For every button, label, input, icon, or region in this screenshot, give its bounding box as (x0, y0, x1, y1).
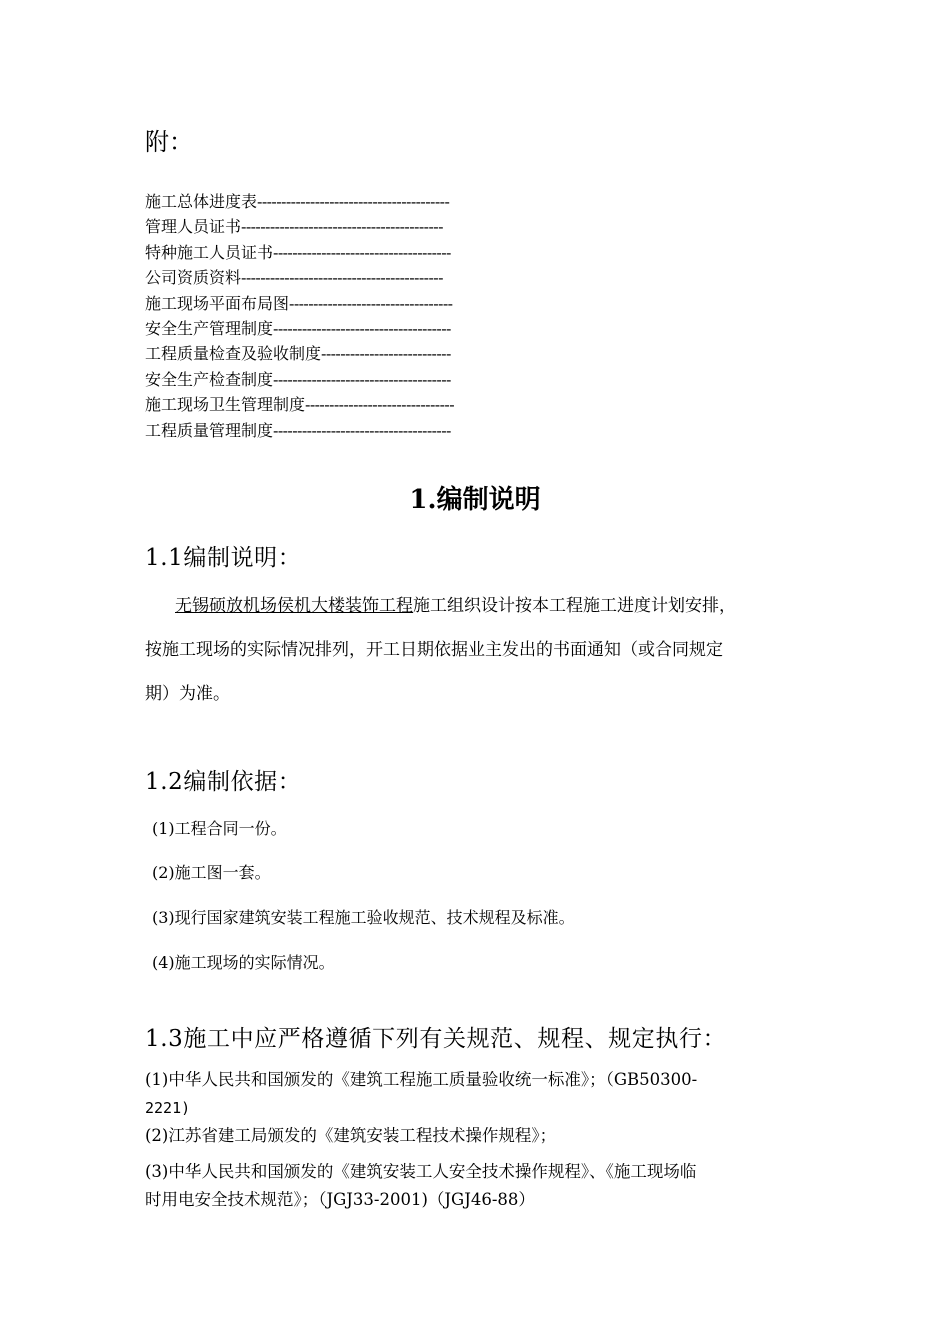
basis-item: (2)施工图一套。 (152, 863, 271, 882)
appendix-item-leader: ------------------------------------------ (241, 268, 443, 288)
project-name: 无锡硕放机场侯机大楼装饰工程 (175, 596, 413, 616)
appendix-item (145, 341, 545, 366)
appendix-item-leader: ------------------------------------- (273, 318, 451, 338)
appendix-item (145, 189, 545, 214)
appendix-item-label: 安全生产管理制度 (145, 318, 274, 338)
appendix-item (145, 418, 545, 443)
appendix-item-leader: ---------------------------------- (289, 293, 453, 313)
appendix-item-label: 施工总体进度表 (145, 192, 258, 211)
appendix-title: 附： (145, 128, 193, 156)
appendix-item (145, 392, 545, 417)
appendix-item (145, 291, 545, 316)
regulation-item: (2)江苏省建工局颁发的《建筑安装工程技术操作规程》； (145, 1126, 557, 1145)
paragraph-line (145, 584, 815, 628)
regulation-item-continued: 时用电安全技术规范》；（JGJ33-2001)（JGJ46-88） (145, 1190, 535, 1209)
appendix-item-label: 施工现场平面布局图 (145, 293, 290, 313)
paragraph-line: 按施工现场的实际情况排列，开工日期依据业主发出的书面通知（或合同规定 (145, 640, 723, 660)
section-1-heading: 1.编制说明 (409, 485, 541, 515)
basis-item: (4)施工现场的实际情况。 (152, 953, 335, 972)
basis-item: (3)现行国家建筑安装工程施工验收规范、技术规程及标准。 (152, 908, 575, 927)
section-1-1-paragraph (145, 584, 815, 716)
section-1-1-heading: 1.1编制说明： (145, 545, 302, 571)
appendix-item-label: 施工现场卫生管理制度 (145, 395, 306, 415)
appendix-item (145, 316, 545, 341)
regulation-item: (3)中华人民共和国颁发的《建筑安装工人安全技术操作规程》、《施工现场临 (145, 1162, 697, 1181)
appendix-item-label: 管理人员证书 (145, 217, 242, 237)
appendix-list (145, 189, 545, 443)
appendix-item-leader: --------------------------- (321, 344, 451, 364)
regulation-list (145, 1066, 825, 1214)
appendix-item-label: 工程质量检查及验收制度 (145, 344, 322, 364)
appendix-item (145, 265, 545, 290)
appendix-item-leader: ------------------------------------- (273, 369, 451, 389)
appendix-item-leader: ------------------------------------------ (241, 217, 443, 237)
regulation-item: (1)中华人民共和国颁发的《建筑工程施工质量验收统一标准》；（GB50300- (145, 1070, 698, 1089)
paragraph-text: 施工组织设计按本工程施工进度计划安排， (413, 596, 736, 616)
appendix-item-label: 特种施工人员证书 (145, 242, 274, 262)
appendix-item-leader: ------------------------------------- (273, 242, 451, 262)
appendix-item-label: 公司资质资料 (145, 268, 242, 288)
section-1-2-heading: 1.2编制依据： (145, 769, 302, 795)
basis-item: (1)工程合同一份。 (152, 819, 287, 838)
section-1-3-heading: 1.3施工中应严格遵循下列有关规范、规程、规定执行： (145, 1026, 727, 1052)
appendix-item-label: 工程质量管理制度 (145, 420, 274, 440)
paragraph-line: 期）为准。 (145, 684, 230, 704)
appendix-item (145, 214, 545, 239)
appendix-item-leader: ------------------------------------- (273, 420, 451, 440)
appendix-item-label: 安全生产检查制度 (145, 369, 274, 389)
regulation-item-continued: 2221) (145, 1099, 191, 1117)
appendix-item (145, 367, 545, 392)
appendix-item-leader: ---------------------------------------- (257, 192, 450, 211)
appendix-item-leader: ------------------------------- (305, 395, 455, 415)
appendix-item (145, 240, 545, 265)
